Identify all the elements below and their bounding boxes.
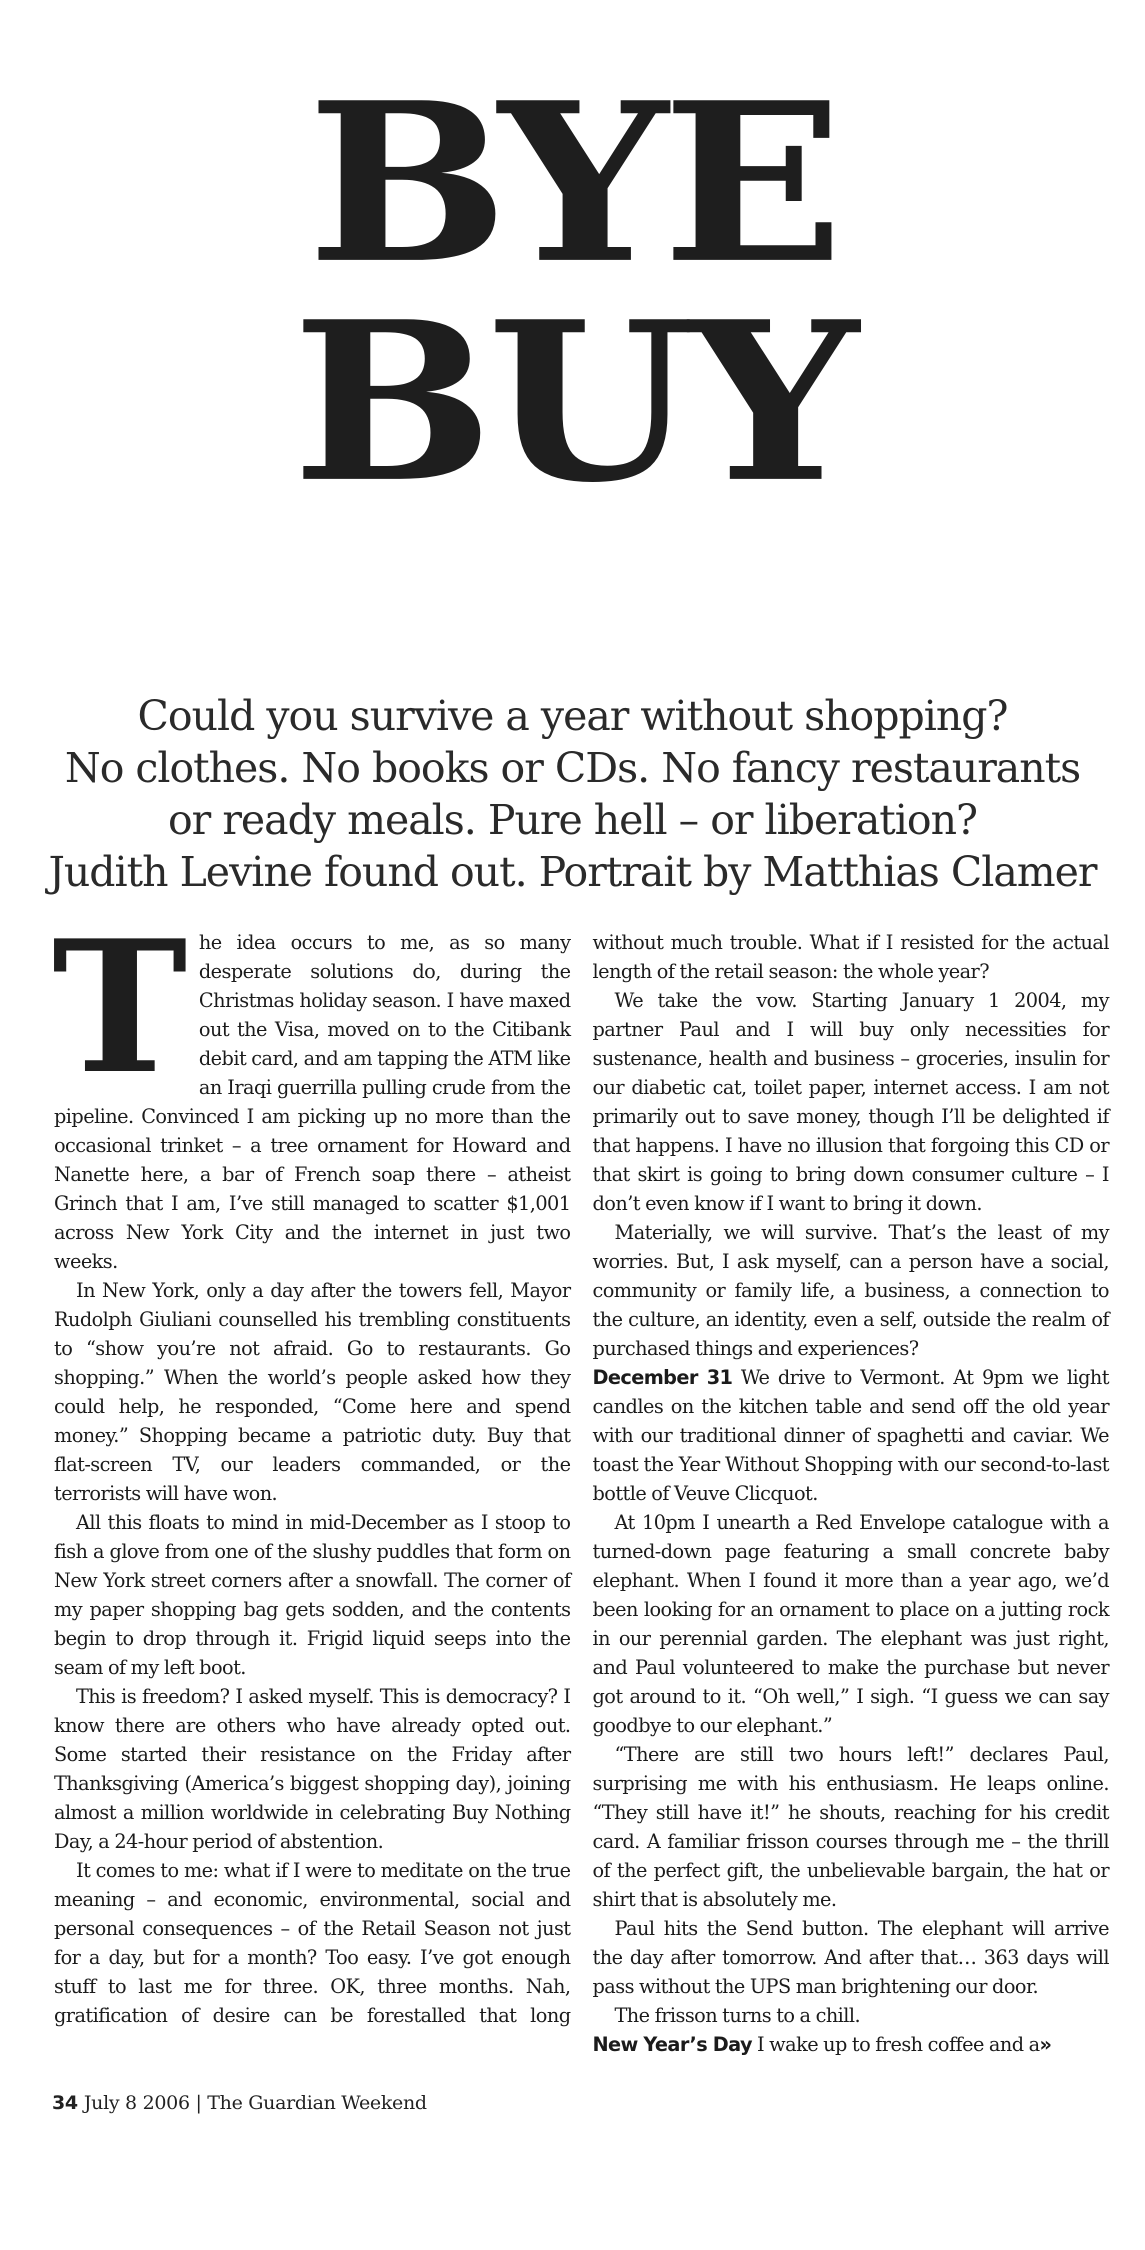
diary-entry: [593, 2030, 1110, 2059]
diary-text: I wake up to fresh coffee and a: [751, 2033, 1040, 2056]
article-body: [52, 900, 1109, 2068]
article-paragraph: Paul hits the Send button. The elephant will arrive the day after tomorrow. And after that… 363 days will pass without the UPS man brightening our door.: [592, 1917, 1109, 1998]
article-paragraph: At 10pm I unearth a Red Envelope catalogue with a turned-down page featuring a small concrete baby elephant. When I found it more than a year ago, we’d been looking for an ornament to place on a jutting rock in our perennial garden. The elephant was just right, and Paul volunteered to make the purchase but never got around to it. “Oh well,” I sigh. “I guess we can say goodbye to our elephant.”: [592, 1511, 1109, 1737]
article-paragraph: Materially, we will survive. That’s the least of my worries. But, I ask myself, can a person have a social, community or family life, a business, a connection to the culture, an identity, even a self, outside the realm of purchased things and experiences?: [592, 1221, 1109, 1360]
article-paragraph: “There are still two hours left!” declares Paul, surprising me with his enthusiasm. He leaps online. “They still have it!” he shouts, reaching for his credit card. A familiar frisson courses through me – the thrill of the perfect gift, the unbelievable bargain, the hat or shirt that is absolutely me.: [592, 1743, 1109, 1911]
article-paragraph: This is freedom? I asked myself. This is democracy? I know there are others who have already opted out. Some started their resistance on the Friday after Thanksgiving (America’s biggest shopping day), joining almost a million worldwide in celebrating Buy Nothing Day, a 24-hour period of abstention.: [54, 1685, 571, 1853]
article-paragraph: [52, 900, 571, 1276]
article-paragraph: It comes to me: what if I were to meditate on the true meaning – and economic, environmental, social and personal consequences – of the Retail Season not just for a day, but for a month? Too easy. I’ve got enough stuff to last me for three. OK, three months. Nah, gratification of desire can be forestalled that long without much trouble. What if I resisted for the actual length of the retail season: the whole year?: [54, 931, 1109, 2027]
paragraph-text: he idea occurs to me, as so many desperate solutions do, during the Christmas holiday season. I have maxed out the Visa, moved on to the Citibank debit card, and am tapping the ATM like an Iraqi guerrilla pulling crude from the pipeline. Convinced I am picking up no more than the occasional trinket – a tree ornament for Howard and Nanette here, a bar of French soap there – atheist Grinch that I am, I’ve still managed to scatter $1,001 across New York City and the internet in just two weeks.: [54, 931, 571, 1273]
standfirst-line: No clothes. No books or CDs. No fancy restaurants: [64, 744, 1081, 792]
article-paragraph: In New York, only a day after the towers fell, Mayor Rudolph Giuliani counselled his trembling constituents to “show you’re not afraid. Go to restaurants. Go shopping.” When the world’s people asked how they could help, he responded, “Come here and spend money.” Shopping became a patriotic duty. Buy that flat-screen TV, our leaders commanded, or the terrorists will have won.: [54, 1279, 571, 1505]
article-paragraph: We take the vow. Starting January 1 2004, my partner Paul and I will buy only necessities for sustenance, health and business – groceries, insulin for our diabetic cat, toilet paper, internet access. I am not primarily out to save money, though I’ll be delighted if that happens. I have no illusion that forgoing this CD or that skirt is going to bring down consumer culture – I don’t even know if I want to bring it down.: [592, 989, 1109, 1215]
footer-text: July 8 2006 | The Guardian Weekend: [83, 2092, 427, 2114]
diary-text: We drive to Vermont. At 9pm we light candles on the kitchen table and send off the old year with our traditional dinner of spaghetti and caviar. We toast the Year Without Shopping with our second-to-last bottle of Veuve Clicquot.: [592, 1366, 1109, 1505]
standfirst: [40, 690, 1105, 898]
standfirst-line: Judith Levine found out. Portrait by Matthias Clamer: [48, 848, 1097, 896]
continue-arrow-icon: »: [1039, 2033, 1052, 2056]
article-paragraph: The frisson turns to a chill.: [614, 2004, 861, 2027]
diary-date: December 31: [592, 1366, 733, 1389]
page-number: 34: [52, 2092, 78, 2114]
article-paragraph: All this floats to mind in mid-December as I stoop to fish a glove from one of the slushy puddles that form on New York street corners after a snowfall. The corner of my paper shopping bag gets sodden, and the contents begin to drop through it. Frigid liquid seeps into the seam of my left boot.: [54, 1511, 571, 1679]
standfirst-line: or ready meals. Pure hell – or liberation?: [168, 796, 977, 844]
standfirst-line: Could you survive a year without shopping?: [137, 692, 1008, 740]
diary-date: New Year’s Day: [592, 2033, 752, 2056]
drop-cap: T: [52, 900, 187, 1114]
diary-entry: [593, 1363, 1110, 1508]
page-footer: [52, 2092, 427, 2114]
headline: BYE BUY: [292, 55, 853, 532]
